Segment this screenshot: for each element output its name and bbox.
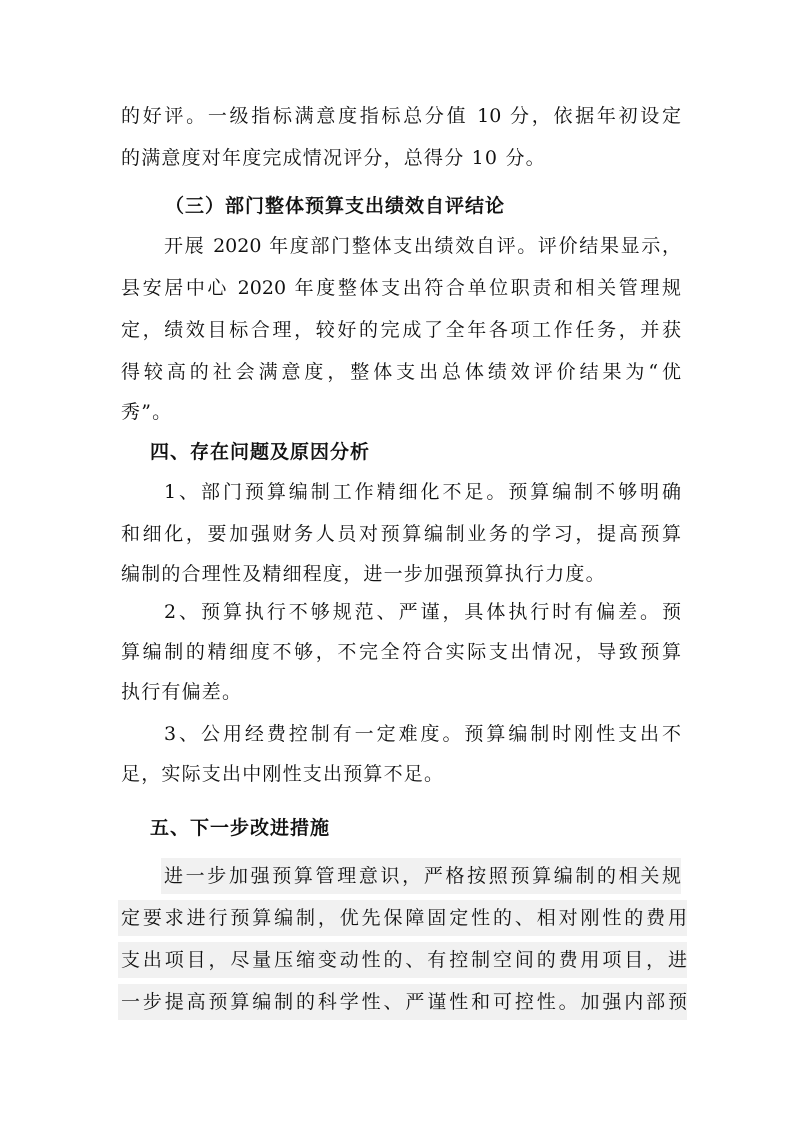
body-text-line: 编制的合理性及精细程度，进一步加强预算执行力度。 <box>121 563 606 585</box>
body-text-line: 定，绩效目标合理，较好的完成了全年各项工作任务，并获 <box>121 319 681 341</box>
body-text-line: 执行有偏差。 <box>121 681 243 703</box>
body-text-line: 2、预算执行不够规范、严谨，具体执行时有偏差。预 <box>164 601 681 623</box>
body-text-line: 的满意度对年度完成情况评分，总得分 10 分。 <box>121 147 546 169</box>
body-text-line: 定要求进行预算编制，优先保障固定性的、相对刚性的费用 <box>118 900 687 936</box>
section-heading: （三）部门整体预算支出绩效自评结论 <box>165 195 506 217</box>
body-text-line: 一步提高预算编制的科学性、严谨性和可控性。加强内部预 <box>118 984 687 1020</box>
body-text-line: 足，实际支出中刚性支出预算不足。 <box>121 763 445 785</box>
body-text-line: 秀”。 <box>121 401 173 423</box>
section-heading: 五、下一步改进措施 <box>150 817 331 839</box>
section-heading: 四、存在问题及原因分析 <box>150 441 371 463</box>
body-text-line: 的好评。一级指标满意度指标总分值 10 分，依据年初设定 <box>121 105 681 127</box>
body-text-line: 得较高的社会满意度，整体支出总体绩效评价结果为“优 <box>121 361 681 383</box>
body-text-line: 开展 2020 年度部门整体支出绩效自评。评价结果显示， <box>164 235 681 257</box>
body-text-line: 县安居中心 2020 年度整体支出符合单位职责和相关管理规 <box>121 277 681 299</box>
body-text-line: 和细化，要加强财务人员对预算编制业务的学习，提高预算 <box>121 523 681 545</box>
body-text-line: 3、公用经费控制有一定难度。预算编制时刚性支出不 <box>164 723 681 745</box>
body-text-line: 支出项目，尽量压缩变动性的、有控制空间的费用项目，进 <box>118 942 687 978</box>
body-text-line: 算编制的精细度不够，不完全符合实际支出情况，导致预算 <box>121 641 681 663</box>
body-text-line: 进一步加强预算管理意识，严格按照预算编制的相关规 <box>161 858 681 894</box>
body-text-line: 1、部门预算编制工作精细化不足。预算编制不够明确 <box>164 481 681 503</box>
